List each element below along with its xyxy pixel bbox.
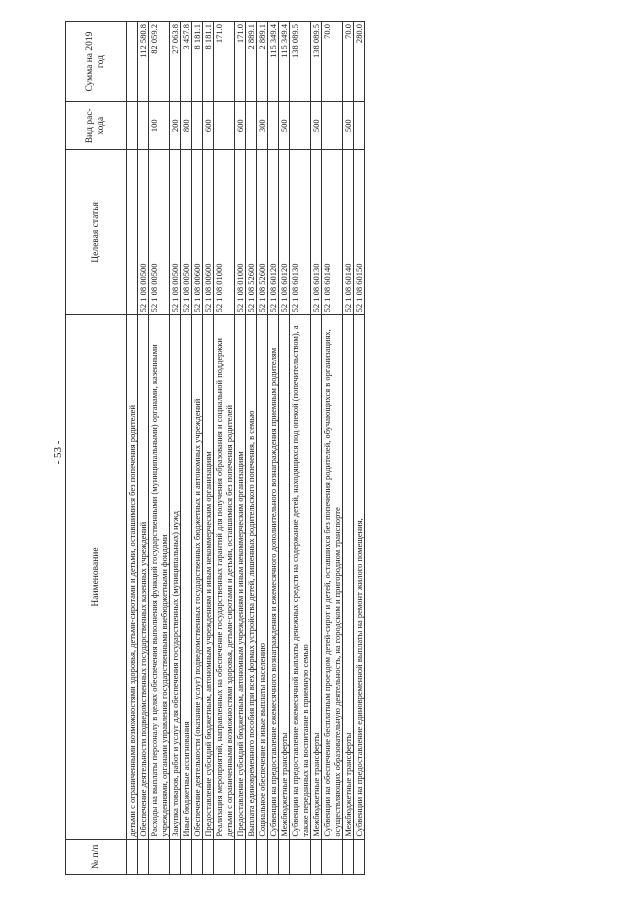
row-name-cell: Межбюджетные трансферты xyxy=(279,315,290,839)
row-amount-cell: 171.0 xyxy=(214,22,235,102)
header-amount: Сумма на 2019 год xyxy=(66,22,127,102)
table-row xyxy=(235,22,246,875)
row-num-cell xyxy=(290,839,311,874)
row-num-cell xyxy=(246,839,257,874)
row-vid-cell xyxy=(214,102,235,150)
table-row xyxy=(311,22,322,875)
row-vid-cell: 600 xyxy=(203,102,214,150)
row-amount-cell: 2 889.1 xyxy=(257,22,268,102)
row-code-cell xyxy=(127,150,138,315)
row-num-cell xyxy=(235,839,246,874)
row-name-cell: детьми с ограниченными возможностями здоровья, детьми-сиротами и детьми, оставшимися без попечения родителей xyxy=(127,315,138,839)
row-code-cell: 52 1 08 00500 xyxy=(170,150,181,315)
header-vid: Вид рас-хода xyxy=(66,102,127,150)
header-name: Наименование xyxy=(66,315,127,839)
row-code-cell: 52 1 08 01000 xyxy=(235,150,246,315)
row-num-cell xyxy=(268,839,279,874)
row-amount-cell: 8 181.1 xyxy=(203,22,214,102)
row-name-cell: Закупка товаров, работ и услуг для обеспечения государственных (муниципальных) нужд xyxy=(170,315,181,839)
table-row xyxy=(127,22,138,875)
row-amount-cell: 82 059.2 xyxy=(149,22,170,102)
row-num-cell xyxy=(279,839,290,874)
row-vid-cell xyxy=(246,102,257,150)
table-row xyxy=(290,22,311,875)
row-num-cell xyxy=(311,839,322,874)
row-name-cell: Иные бюджетные ассигнования xyxy=(181,315,192,839)
row-name-cell: Обеспечение деятельности подведомственных государственных казенных учреждений xyxy=(138,315,149,839)
row-amount-cell: 115 349.4 xyxy=(268,22,279,102)
header-num: № п/п xyxy=(66,839,127,874)
row-vid-cell xyxy=(127,102,138,150)
table-row xyxy=(322,22,343,875)
row-name-cell: Субвенции на обеспечение бесплатным проездом детей-сирот и детей, оставшихся без попечения родителей, обучающихся в организациях, осуществляющих образовательную деятельность, на городском и пригородном транспорте xyxy=(322,315,343,839)
row-code-cell: 52 1 08 60140 xyxy=(322,150,343,315)
table-row xyxy=(138,22,149,875)
row-num-cell xyxy=(149,839,170,874)
row-vid-cell xyxy=(322,102,343,150)
row-vid-cell: 200 xyxy=(170,102,181,150)
row-num-cell xyxy=(181,839,192,874)
row-code-cell: 52 1 08 00600 xyxy=(192,150,203,315)
row-name-cell: Субвенции на предоставление ежемесячной выплаты денежных средств на содержание детей, находящихся под опекой (попечительством), а также переданных на воспитание в приемную семью xyxy=(290,315,311,839)
table-row xyxy=(170,22,181,875)
row-vid-cell: 500 xyxy=(343,102,354,150)
row-code-cell: 52 1 08 60140 xyxy=(343,150,354,315)
row-num-cell xyxy=(343,839,354,874)
table-row xyxy=(257,22,268,875)
row-name-cell: Межбюджетные трансферты xyxy=(343,315,354,839)
table-body xyxy=(127,22,365,875)
row-num-cell xyxy=(214,839,235,874)
table-row xyxy=(354,22,365,875)
row-code-cell: 52 1 08 60150 xyxy=(354,150,365,315)
row-amount-cell: 138 089.5 xyxy=(290,22,311,102)
table-header-row xyxy=(66,22,127,875)
table-row xyxy=(149,22,170,875)
row-code-cell: 52 1 08 01000 xyxy=(214,150,235,315)
row-num-cell xyxy=(354,839,365,874)
row-vid-cell xyxy=(354,102,365,150)
row-code-cell: 52 1 08 00500 xyxy=(138,150,149,315)
row-name-cell: Межбюджетные трансферты xyxy=(311,315,322,839)
row-amount-cell: 115 349.4 xyxy=(279,22,290,102)
table-row xyxy=(246,22,257,875)
row-num-cell xyxy=(257,839,268,874)
row-amount-cell: 70.0 xyxy=(343,22,354,102)
row-code-cell: 52 1 08 00600 xyxy=(203,150,214,315)
row-vid-cell: 100 xyxy=(149,102,170,150)
row-vid-cell: 300 xyxy=(257,102,268,150)
table-row xyxy=(214,22,235,875)
row-num-cell xyxy=(192,839,203,874)
row-vid-cell: 500 xyxy=(279,102,290,150)
row-code-cell: 52 1 08 60120 xyxy=(279,150,290,315)
row-amount-cell: 280.0 xyxy=(354,22,365,102)
row-amount-cell: 70.0 xyxy=(322,22,343,102)
row-amount-cell: 138 089.5 xyxy=(311,22,322,102)
row-num-cell xyxy=(127,839,138,874)
row-vid-cell xyxy=(268,102,279,150)
budget-table xyxy=(65,21,365,875)
page-number: - 53 - xyxy=(52,440,64,465)
row-code-cell: 52 1 08 52600 xyxy=(257,150,268,315)
row-code-cell: 52 1 08 60120 xyxy=(268,150,279,315)
row-num-cell xyxy=(322,839,343,874)
row-amount-cell: 27 063.8 xyxy=(170,22,181,102)
row-name-cell: Предоставление субсидий бюджетным, автономным учреждениям и иным некоммерческим организациям xyxy=(203,315,214,839)
row-vid-cell: 600 xyxy=(235,102,246,150)
row-vid-cell xyxy=(290,102,311,150)
row-code-cell: 52 1 08 60130 xyxy=(290,150,311,315)
row-code-cell: 52 1 08 00500 xyxy=(181,150,192,315)
row-amount-cell: 171.0 xyxy=(235,22,246,102)
row-num-cell xyxy=(170,839,181,874)
row-amount-cell: 3 457.8 xyxy=(181,22,192,102)
row-amount-cell: 112 580.8 xyxy=(138,22,149,102)
row-amount-cell: 2 889.1 xyxy=(246,22,257,102)
row-code-cell: 52 1 08 60130 xyxy=(311,150,322,315)
table-row xyxy=(181,22,192,875)
row-name-cell: Обеспечение деятельности (оказание услуг) подведомственных государственных бюджетных и автономных учреждений xyxy=(192,315,203,839)
row-code-cell: 52 1 08 52600 xyxy=(246,150,257,315)
row-vid-cell xyxy=(192,102,203,150)
row-name-cell: Социальное обеспечение и иные выплаты населению xyxy=(257,315,268,839)
row-amount-cell: 8 181.1 xyxy=(192,22,203,102)
row-name-cell: Субвенции на предоставление единовременной выплаты на ремонт жилого помещения, xyxy=(354,315,365,839)
row-vid-cell xyxy=(138,102,149,150)
table-row xyxy=(343,22,354,875)
row-name-cell: Реализация мероприятий, направленных на обеспечение государственных гарантий для получения образования и социальной поддержки детьми с ограниченными возможностями здоровья, детьми-сиротами и детьми, оставшимися без попечения родителей xyxy=(214,315,235,839)
header-code: Целевая статья xyxy=(66,150,127,315)
row-name-cell: Расходы на выплаты персоналу в целях обеспечения выполнения функций государственными (муниципальными) органами, казенными учреждениями, органами управления государственными внебюджетными фондами xyxy=(149,315,170,839)
row-name-cell: Выплата единовременного пособия при всех формах устройства детей, лишенных родительского попечения, в семью xyxy=(246,315,257,839)
row-vid-cell: 800 xyxy=(181,102,192,150)
row-num-cell xyxy=(203,839,214,874)
row-vid-cell: 500 xyxy=(311,102,322,150)
table-row xyxy=(192,22,203,875)
row-name-cell: Субвенции на предоставление ежемесячного вознаграждения и ежемесячного дополнительного вознаграждения приемным родителям xyxy=(268,315,279,839)
table-row xyxy=(268,22,279,875)
row-num-cell xyxy=(138,839,149,874)
table-row xyxy=(203,22,214,875)
row-amount-cell xyxy=(127,22,138,102)
table-row xyxy=(279,22,290,875)
row-code-cell: 52 1 08 00500 xyxy=(149,150,170,315)
row-name-cell: Предоставление субсидий бюджетным, автономным учреждениям и иным некоммерческим организациям xyxy=(235,315,246,839)
